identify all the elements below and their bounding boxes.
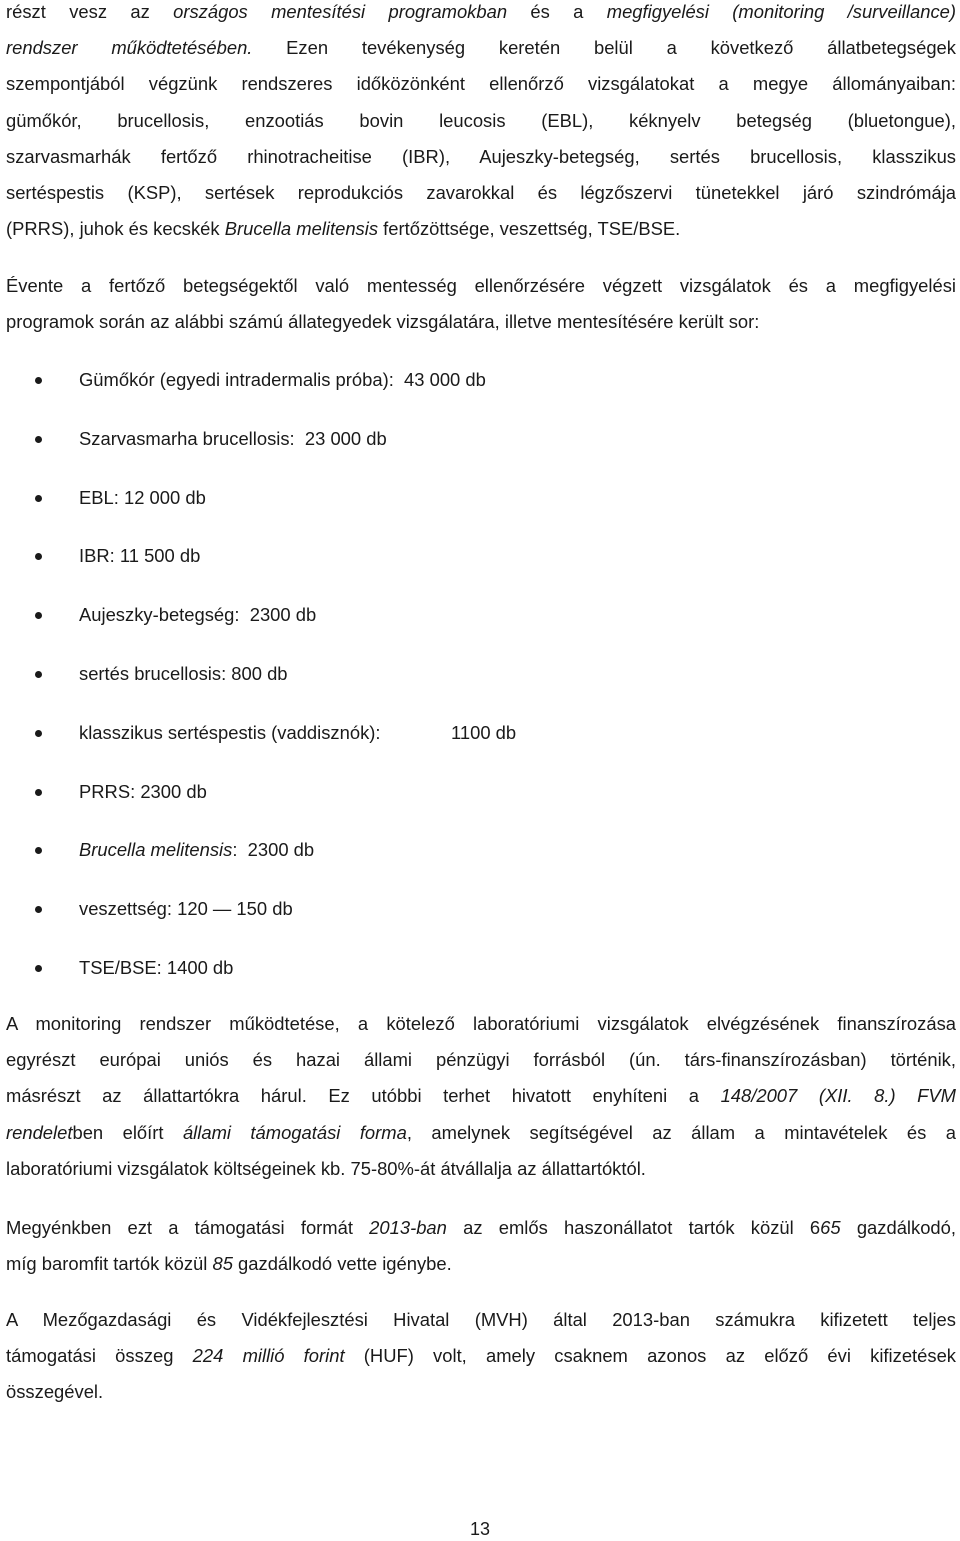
text-run: megfigyelési (monitoring /surveillance): [606, 1, 956, 22]
text-run: fertőzöttsége, veszettség, TSE/BSE.: [378, 218, 681, 240]
list-item-text: [79, 774, 207, 810]
bullet-icon: [35, 671, 42, 678]
text-line: [6, 103, 956, 139]
list-item-text: [79, 832, 314, 868]
list-item-label: veszettség: 120 — 150 db: [79, 898, 293, 920]
text-run: összegével.: [6, 1381, 104, 1403]
text-run: gazdálkodó,: [840, 1217, 956, 1238]
paragraph-financing: [6, 1006, 956, 1187]
text-run: Ezen tevékenység keretén belül a következő állatbetegségek: [252, 37, 956, 59]
bullet-icon: [35, 612, 42, 619]
text-run: gümőkór, brucellosis, enzootiás bovin leucosis (EBL), kéknyelv betegség (bluetongue),: [6, 109, 956, 131]
list-item-label: IBR: 11 500 db: [79, 545, 201, 567]
bullet-icon: [35, 377, 42, 384]
text-line: [6, 0, 956, 30]
list-item-text: [79, 656, 288, 692]
text-run: másrészt az állattartókra hárul. Ez utóbbi terhet hivatott enyhíteni a: [6, 1085, 721, 1107]
list-item-text: [79, 891, 293, 927]
text-run: sertéspestis (KSP), sertések reprodukciós zavarokkal és légzőszervi tünetekkel járó szindrómája: [6, 182, 956, 204]
bullet-icon: [35, 553, 42, 560]
bullet-icon: [35, 906, 42, 913]
text-line: [6, 1042, 956, 1078]
text-run: (PRRS), juhok és kecskék: [6, 218, 225, 240]
list-item-text: [79, 362, 486, 398]
text-line: [6, 1338, 956, 1374]
list-item-text: [79, 421, 387, 457]
text-run: támogatási összeg: [6, 1345, 193, 1367]
text-line: [6, 30, 956, 66]
text-line: [6, 1210, 956, 1246]
text-line: [6, 66, 956, 102]
text-run: az emlős haszonállatot tartók közül 6: [446, 1217, 821, 1238]
list-item-value: 1100 db: [451, 721, 517, 743]
text-run: részt vesz az: [6, 1, 174, 22]
text-run: laboratóriumi vizsgálatok költségeinek kb. 75-80%-át átvállalja az állattartóktól.: [6, 1157, 646, 1179]
text-run: Brucella melitensis: [224, 218, 379, 240]
bullet-icon: [35, 436, 42, 443]
text-line: [6, 1302, 956, 1338]
text-run: rendszer működtetésében.: [6, 37, 253, 59]
text-run: A monitoring rendszer működtetése, a kötelező laboratóriumi vizsgálatok elvégzésének finanszírozása: [6, 1013, 956, 1034]
text-run: 224 millió forint: [192, 1345, 345, 1367]
list-item-label: : 2300 db: [232, 839, 315, 861]
bullet-icon: [35, 730, 42, 737]
paragraph-mvh-payment: [6, 1302, 956, 1411]
text-run: egyrészt európai uniós és hazai állami pénzügyi forrásból (ún. társ-finanszírozásban) történik,: [6, 1049, 956, 1071]
bullet-icon: [35, 965, 42, 972]
list-item-text: [79, 597, 316, 633]
text-run: Évente a fertőző betegségektől való mentesség ellenőrzésére végzett vizsgálatok és a megfigyelési: [6, 275, 956, 296]
list-item-label: sertés brucellosis: 800 db: [79, 663, 288, 684]
text-line: [6, 1374, 956, 1410]
paragraph-county-usage: [6, 1210, 956, 1282]
paragraph-annual-tests: [6, 268, 956, 340]
list-item-label: Gümőkór (egyedi intradermalis próba): 43 000 db: [79, 369, 486, 390]
text-line: [6, 268, 956, 304]
list-item-label: EBL: 12 000 db: [79, 486, 206, 508]
text-run: programok során az alábbi számú állategyedek vizsgálatára, illetve mentesítésére került sor:: [6, 311, 760, 333]
list-item-label: TSE/BSE: 1400 db: [79, 957, 234, 978]
text-line: [6, 1246, 956, 1282]
text-line: [6, 1078, 956, 1114]
text-run: és a: [507, 1, 607, 22]
list-item-label: PRRS: 2300 db: [79, 780, 207, 802]
text-line: [6, 175, 956, 211]
text-line: [6, 211, 956, 247]
text-line: [6, 304, 956, 340]
text-run: gazdálkodó vette igénybe.: [232, 1253, 452, 1275]
bullet-icon: [35, 847, 42, 854]
text-run: 85: [212, 1253, 233, 1275]
text-run: (HUF) volt, amely csaknem azonos az előző évi kifizetések: [344, 1345, 957, 1367]
text-run: Megyénkben ezt a támogatási formát: [6, 1217, 370, 1238]
page-number: 13: [469, 1519, 491, 1539]
text-run: 2013-ban: [369, 1217, 447, 1238]
list-item-label: Szarvasmarha brucellosis: 23 000 db: [79, 427, 387, 449]
text-run: országos mentesítési programokban: [173, 1, 508, 22]
text-line: [6, 1006, 956, 1042]
list-item-text: [79, 950, 233, 986]
list-item-text: [79, 480, 206, 516]
list-item-label: klasszikus sertéspestis (vaddisznók):: [79, 721, 381, 743]
list-item-text: [79, 538, 200, 574]
text-run: 148/2007 (XII. 8.) FVM: [720, 1085, 956, 1107]
bullet-icon: [35, 495, 42, 502]
text-line: [6, 1151, 956, 1187]
list-item-label: Aujeszky-betegség: 2300 db: [79, 604, 317, 626]
text-run: ben előírt: [72, 1121, 183, 1143]
text-run: szempontjából végzünk rendszeres időközönként ellenőrző vizsgálatokat a megye állományaiban:: [6, 73, 956, 95]
text-run: , amelynek segítségével az állam a mintavételek és a: [406, 1121, 956, 1143]
text-run: 65: [820, 1217, 841, 1238]
text-line: [6, 139, 956, 175]
text-run: állami támogatási forma: [182, 1121, 407, 1143]
list-item-text: [79, 715, 381, 751]
list-item-italic: Brucella melitensis: [79, 839, 233, 861]
text-run: A Mezőgazdasági és Vidékfejlesztési Hivatal (MVH) által 2013-ban számukra kifizetett teljes: [6, 1309, 956, 1330]
text-line: [6, 1115, 956, 1151]
text-run: szarvasmarhák fertőző rhinotracheitise (IBR), Aujeszky-betegség, sertés brucellosis, klasszikus: [6, 145, 956, 167]
paragraph-intro: [6, 0, 956, 247]
bullet-icon: [35, 789, 42, 796]
text-run: rendelet: [6, 1121, 73, 1143]
text-run: míg baromfit tartók közül: [6, 1253, 213, 1275]
